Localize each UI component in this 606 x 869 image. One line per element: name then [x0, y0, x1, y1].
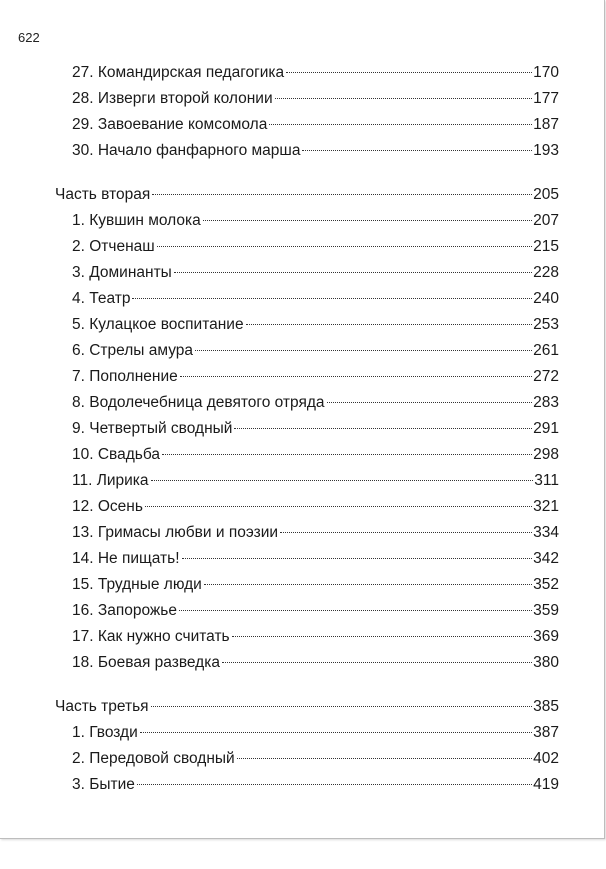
dot-leader: [327, 402, 533, 403]
toc-page-number: 402: [533, 750, 559, 767]
toc-entry: [72, 113, 559, 137]
toc-page-number: 311: [534, 472, 559, 489]
toc-page-number: 298: [533, 446, 559, 463]
dot-leader: [237, 758, 532, 759]
toc-title: 28. Изверги второй колонии: [72, 90, 273, 107]
toc-entry: [72, 747, 559, 771]
toc-title: 11. Лирика: [72, 472, 149, 489]
toc-page-number: 240: [533, 290, 559, 307]
toc-entry: [72, 313, 559, 337]
toc-title: 30. Начало фанфарного марша: [72, 142, 301, 159]
toc-title: 9. Четвертый сводный: [72, 420, 233, 437]
dot-leader: [275, 98, 533, 99]
dot-leader: [132, 298, 532, 299]
toc-page-number: 253: [533, 316, 559, 333]
toc-entry: [72, 139, 559, 163]
toc-title: 17. Как нужно считать: [72, 628, 230, 645]
dot-leader: [286, 72, 532, 73]
toc-page-number: 228: [533, 264, 559, 281]
toc-part-heading: [55, 695, 559, 719]
toc-page-number: 215: [533, 238, 559, 255]
toc-entry: [72, 547, 559, 571]
toc-entry: [72, 365, 559, 389]
toc-entry: [72, 61, 559, 85]
dot-leader: [182, 558, 533, 559]
dot-leader: [137, 784, 532, 785]
dot-leader: [162, 454, 532, 455]
toc-entry: [72, 339, 559, 363]
toc-title: 14. Не пищать!: [72, 550, 180, 567]
dot-leader: [151, 706, 533, 707]
toc-entry: [72, 261, 559, 285]
toc-part-heading: [55, 183, 559, 207]
toc-page-number: 272: [533, 368, 559, 385]
toc-title: 1. Гвозди: [72, 724, 138, 741]
dot-leader: [234, 428, 532, 429]
toc-entry: [72, 573, 559, 597]
toc-page-number: 334: [533, 524, 559, 541]
toc-title: 13. Гримасы любви и поэзии: [72, 524, 279, 541]
dot-leader: [222, 662, 532, 663]
toc-title: 1. Кувшин молока: [72, 212, 201, 229]
toc-title: 27. Командирская педагогика: [72, 64, 285, 81]
dot-leader: [140, 732, 532, 733]
toc-page-number: 419: [533, 776, 559, 793]
toc-page-number: 187: [533, 116, 559, 133]
toc-entry: [72, 625, 559, 649]
toc-page-number: 342: [533, 550, 559, 567]
toc-entry: [72, 443, 559, 467]
dot-leader: [246, 324, 533, 325]
toc-page-number: 387: [533, 724, 559, 741]
toc-title: 6. Стрелы амура: [72, 342, 194, 359]
dot-leader: [152, 194, 532, 195]
dot-leader: [174, 272, 532, 273]
toc-page-number: 385: [533, 698, 559, 715]
toc-entry: [72, 651, 559, 675]
toc-page-number: 321: [533, 498, 559, 515]
toc-title: 16. Запорожье: [72, 602, 177, 619]
toc-title: 12. Осень: [72, 498, 143, 515]
toc-entry: [72, 287, 559, 311]
toc-title: 2. Отченаш: [72, 238, 155, 255]
toc-title: 7. Пополнение: [72, 368, 178, 385]
toc-title: 15. Трудные люди: [72, 576, 202, 593]
toc-entry: [72, 417, 559, 441]
toc-entry: [72, 599, 559, 623]
toc-page-number: 205: [533, 186, 559, 203]
toc-entry: [72, 391, 559, 415]
toc-title: Часть третья: [55, 698, 149, 715]
dot-leader: [280, 532, 532, 533]
dot-leader: [151, 480, 534, 481]
toc-title: 3. Доминанты: [72, 264, 172, 281]
toc-title: 2. Передовой сводный: [72, 750, 235, 767]
toc-entry: [72, 495, 559, 519]
toc-title: 29. Завоевание комсомола: [72, 116, 268, 133]
toc-title: 4. Театр: [72, 290, 131, 307]
toc-page-number: 261: [533, 342, 559, 359]
toc-page-number: 193: [533, 142, 559, 159]
toc-page-number: 359: [533, 602, 559, 619]
dot-leader: [157, 246, 532, 247]
toc-page-number: 170: [533, 64, 559, 81]
dot-leader: [302, 150, 532, 151]
toc-entry: [72, 469, 559, 493]
toc-entry: [72, 87, 559, 111]
dot-leader: [203, 220, 532, 221]
toc-title: 18. Боевая разведка: [72, 654, 220, 671]
toc-title: 5. Кулацкое воспитание: [72, 316, 244, 333]
toc-page-number: 369: [533, 628, 559, 645]
toc-entry: [72, 773, 559, 797]
toc-title: 3. Бытие: [72, 776, 135, 793]
toc-page-number: 177: [533, 90, 559, 107]
dot-leader: [232, 636, 533, 637]
toc-title: 8. Водолечебница девятого отряда: [72, 394, 325, 411]
toc-title: Часть вторая: [55, 186, 151, 203]
toc-page-number: 291: [533, 420, 559, 437]
toc-page-number: 352: [533, 576, 559, 593]
toc-entry: [72, 721, 559, 745]
dot-leader: [179, 610, 532, 611]
dot-leader: [204, 584, 532, 585]
dot-leader: [195, 350, 532, 351]
dot-leader: [180, 376, 532, 377]
dot-leader: [269, 124, 532, 125]
toc-page-number: 207: [533, 212, 559, 229]
toc-page-number: 283: [533, 394, 559, 411]
toc-entry: [72, 521, 559, 545]
page-number: 622: [18, 30, 40, 45]
dot-leader: [145, 506, 532, 507]
toc-entry: [72, 235, 559, 259]
toc-page-number: 380: [533, 654, 559, 671]
toc-title: 10. Свадьба: [72, 446, 160, 463]
toc-entry: [72, 209, 559, 233]
